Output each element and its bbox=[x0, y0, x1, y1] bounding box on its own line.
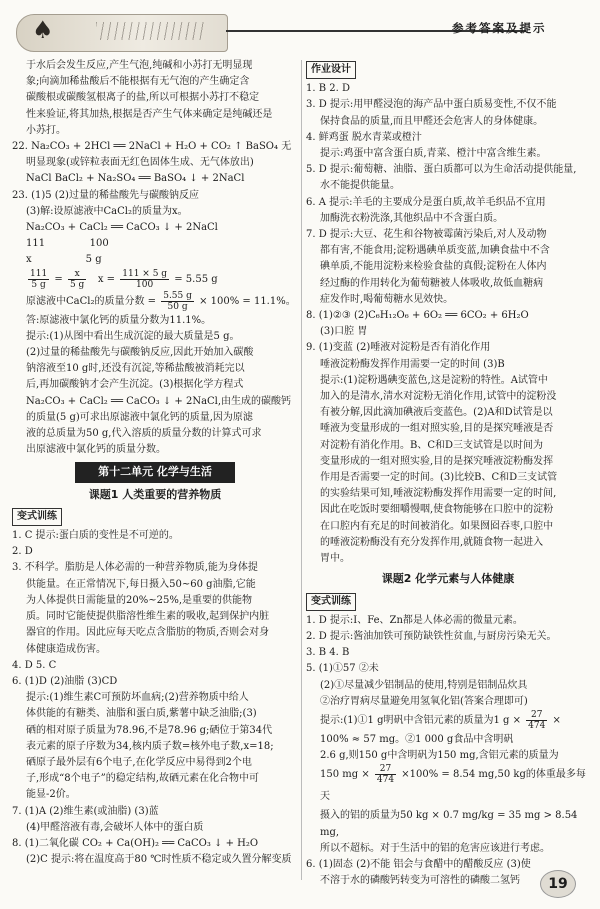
calc-line: 150 mg × $\frac{27}{474}$ ×100% = 8.54 mg,50 kg的体重最多每天 bbox=[320, 764, 586, 803]
answer-line: 6. (1)固态 (2)不能 铝会与食醋中的醋酸反应 (3)使 bbox=[306, 858, 531, 870]
text-line: (4)甲醛溶液有毒,会破坏人体中的蛋白质 bbox=[26, 821, 204, 833]
equation-mass: 111 100 bbox=[26, 238, 109, 250]
text-line: 不溶于水的磷酸钙转变为可溶性的磷酸二氢钙 bbox=[320, 875, 520, 887]
text-line: 唾液淀粉酶发挥作用需要一定的时间 (3)B bbox=[320, 358, 505, 370]
answer-line: 5. (1)①57 ②未 bbox=[306, 663, 379, 675]
text-line: 能显-2价。 bbox=[26, 789, 76, 801]
answer-line: 1. C 提示:蛋白质的变性是不可逆的。 bbox=[12, 530, 179, 542]
text-line: 提示:(1)淀粉遇碘变蓝色,这是淀粉的特性。A试管中 bbox=[320, 374, 548, 386]
fraction: $\frac{27}{474}$ bbox=[528, 709, 546, 731]
text-line: 在口腔内有充足的时间被消化。如果囫囵吞枣,口腔中 bbox=[320, 520, 554, 532]
text-line: 钠溶液至10 g时,还没有沉淀,等稀盐酸被消耗完以 bbox=[26, 363, 245, 375]
answer-line: 8. (1)②③ (2)C₆H₁₂O₆ + 6O₂ ══ 6CO₂ + 6H₂O bbox=[306, 310, 529, 322]
text-line: 硒原子最外层有6个电子,在化学反应中易得到2个电 bbox=[26, 756, 252, 768]
text-line: 的质量(5 g)可求出原滤液中氯化钙的质量,因为原滤 bbox=[26, 411, 253, 423]
text-line: 变量形成的一组对照实验,目的是探究唾液淀粉酶发挥 bbox=[320, 455, 554, 467]
lesson-title: 课题1 人类重要的营养物质 bbox=[88, 487, 222, 501]
text-line: 经过酶的作用转化为葡萄糖被人体吸收,故低血糖病 bbox=[320, 277, 544, 289]
answer-line: 1. B 2. D bbox=[306, 83, 350, 95]
text-line: 碳酸根或碳酸氢根离子的盐,所以可根据小苏打不稳定 bbox=[26, 92, 260, 104]
text-line: 液的总质量为50 g,代入溶质的质量分数的计算式可求 bbox=[26, 428, 262, 440]
text-line: 症发作时,喝葡萄糖水见效快。 bbox=[320, 293, 454, 305]
answer-line: 1. D 提示:I、Fe、Zn都是人体必需的微量元素。 bbox=[306, 614, 523, 626]
left-column bbox=[12, 58, 298, 868]
text-line: 胃中。 bbox=[320, 553, 350, 565]
text-line: 的实验结果可知,唾液淀粉酶发挥作用需要一定的时间, bbox=[320, 488, 557, 500]
answer-line: 3. B 4. B bbox=[306, 647, 350, 659]
text-line: 于水后会发生反应,产生气泡,纯碱和小苏打无明显现 bbox=[26, 60, 253, 71]
answer-line: 8. (1)二氧化碳 CO₂ + Ca(OH)₂ ══ CaCO₃ ↓ + H₂O bbox=[12, 837, 259, 849]
bird-icon: ♠ bbox=[32, 16, 54, 44]
text-line: 性来验证,将其加热,根据是否产生气体来确定是纯碱还是 bbox=[26, 108, 273, 120]
column-divider bbox=[301, 60, 302, 880]
text-line: 碘单质,不能用淀粉来检验食盐的真假;淀粉在人体内 bbox=[320, 261, 547, 273]
text-line: (3)解:设原滤液中CaCl₂的质量为x。 bbox=[26, 205, 188, 217]
answer-line: 3. 不科学。脂肪是人体必需的一种营养物质,能为身体提 bbox=[12, 562, 258, 574]
header-title: 参考答案及提示 bbox=[452, 21, 547, 35]
text-line: 作用是否需要一定的时间。(3)比较B、C和D三支试管 bbox=[320, 472, 558, 484]
answer-line: 5. D 提示:葡萄糖、油脂、蛋白质都可以为生命活动提供能量, bbox=[306, 164, 577, 176]
text-line: 小苏打。 bbox=[26, 124, 66, 136]
answer-line: 9. (1)变蓝 (2)唾液对淀粉是否有消化作用 bbox=[306, 342, 491, 354]
text-line: (2)过量的稀盐酸先与碳酸钠反应,因此开始加入碳酸 bbox=[26, 347, 254, 359]
page-header bbox=[0, 0, 600, 58]
answer-line: 7. (1)A (2)维生素(或油脂) (3)蓝 bbox=[12, 805, 159, 817]
text-line: 加入的是清水,清水对淀粉无消化作用,试管中的淀粉没 bbox=[320, 391, 557, 403]
text-line: 体健康造成伤害。 bbox=[26, 643, 106, 655]
text-line: NaCl BaCl₂ + Na₂SO₄ ══ BaSO₄ ↓ + 2NaCl bbox=[26, 173, 245, 185]
answer-line: 4. 鲜鸡蛋 脱水青菜或橙汁 bbox=[306, 131, 422, 143]
text-line: 质。同时它能使提供脂溶性维生素的吸收,起到保护内脏 bbox=[26, 611, 270, 623]
text-line: ②治疗胃病尽量避免用氢氧化铝(答案合理即可) bbox=[320, 695, 528, 707]
page-number: 19 bbox=[540, 870, 576, 898]
answer-line: 7. D 提示:大豆、花生和谷物被霉菌污染后,对人及动物 bbox=[306, 229, 547, 241]
text-line: 出原滤液中氯化钙的质量分数。 bbox=[26, 444, 166, 456]
text-line: 后,再加碳酸钠才会产生沉淀。(3)根据化学方程式 bbox=[26, 379, 244, 391]
text-line: 对淀粉有消化作用。B、C和D三支试管是以时间为 bbox=[320, 439, 544, 451]
text-line: 2.6 g,则150 g中含明矾为150 mg,含铝元素的质量为 bbox=[320, 750, 559, 762]
fraction: $\frac{x}{5 g}$ bbox=[69, 268, 85, 290]
answer-line: 6. A 提示:羊毛的主要成分是蛋白质,故羊毛织品不宜用 bbox=[306, 196, 546, 208]
text-line: 器官的作用。因此应每天吃点含脂肪的物质,否则会对身 bbox=[26, 627, 270, 639]
equation-unknown: x 5 g bbox=[26, 254, 102, 266]
text-line: 体供能的有糖类、油脂和蛋白质,紫薯中缺乏油脂;(3) bbox=[26, 708, 257, 720]
answer-line: 2. D 提示:酱油加铁可预防缺铁性贫血,与厨房污染无关。 bbox=[306, 630, 557, 642]
text-line: 供能量。在正常情况下,每日摄入50~60 g油脂,它能 bbox=[26, 578, 256, 590]
section-label: 变式训练 bbox=[12, 508, 62, 526]
text-line: 唾液为变量形成的一组对照实验,目的是探究唾液是否 bbox=[320, 423, 554, 435]
text-line: 为人体提供日需能量的20%~25%,是重要的供能物 bbox=[26, 594, 253, 606]
text-line: 表元素的原子序数为34,核内质子数=核外电子数,x=18; bbox=[26, 740, 274, 752]
answer-line: 2. D bbox=[12, 546, 33, 558]
answer-line: 4. D 5. C bbox=[12, 659, 57, 671]
text-line: 有被分解,因此滴加碘液后变蓝色。(2)A和D试管是以 bbox=[320, 407, 553, 419]
right-column bbox=[306, 58, 590, 889]
text-line: 摄入的铝的质量为50 kg × 0.7 mg/kg = 35 mg > 8.54 mg, bbox=[320, 810, 578, 838]
section-label: 变式训练 bbox=[306, 593, 356, 611]
text-line: 水不能提供能量。 bbox=[320, 180, 400, 192]
answer-22: 22. Na₂CO₃ + 2HCl ══ 2NaCl + H₂O + CO₂ ↑ BaSO₄ 无 bbox=[12, 141, 292, 153]
text-line: 明显现象(或锌粒表面无红色固体生成、无气体放出) bbox=[26, 157, 254, 169]
text-line: 提示:(1)维生素C可预防坏血病;(2)营养物质中给人 bbox=[26, 692, 249, 704]
answer-23: 23. (1)5 (2)过量的稀盐酸先与碳酸钠反应 bbox=[12, 189, 199, 201]
text-line: 提示:(1)从图中看出生成沉淀的最大质量是5 g。 bbox=[26, 330, 240, 342]
text-line: 硒的相对原子质量为78.96,不是78.96 g;硒位于第34代 bbox=[26, 724, 273, 736]
text-line: 象;向滴加稀盐酸后不能根据有无气泡的产生确定含 bbox=[26, 76, 250, 88]
proportion: $\frac{111}{5 g}$ = $\frac{x}{5 g}$ x = $\frac{111 \times 5 g}{100}$ = 5.55 g bbox=[30, 268, 218, 290]
text-line: 100% ≈ 57 mg。②1 000 g食品中含明矾 bbox=[320, 733, 514, 745]
equation: Na₂CO₃ + CaCl₂ ══ CaCO₃ ↓ + 2NaCl bbox=[26, 222, 218, 234]
calc-line: 提示:(1)①1 g明矾中含铝元素的质量为1 g × $\frac{27}{474}$ × bbox=[320, 709, 561, 731]
lesson-title: 课题2 化学元素与人体健康 bbox=[381, 572, 515, 586]
text-line: (3)口腔 胃 bbox=[320, 326, 368, 338]
fraction: $\frac{111 \times 5 g}{100}$ bbox=[122, 268, 168, 290]
text-line: 答:原滤液中氯化钙的质量分数为11.1%。 bbox=[26, 314, 212, 326]
answer-line: 6. (1)D (2)油脂 (3)CD bbox=[12, 675, 118, 687]
text-line: 提示:鸡蛋中富含蛋白质,青菜、橙汁中富含维生素。 bbox=[320, 148, 547, 160]
fraction: $\frac{27}{474}$ bbox=[376, 764, 395, 786]
text-line: (2)①尽量减少铝制品的使用,特别是铝制品炊具 bbox=[320, 679, 528, 691]
text-line: 加酶洗衣粉洗涤,其他织品中不含蛋白质。 bbox=[320, 212, 504, 224]
text-line: 保持食品的质量,而且甲醛还会危害人的身体健康。 bbox=[320, 115, 544, 127]
fraction: $\frac{111}{5 g}$ bbox=[30, 268, 48, 290]
text-line: 的唾液淀粉酶没有充分发挥作用,就随食物一起进入 bbox=[320, 536, 544, 548]
mass-fraction-line: 原滤液中CaCl₂的质量分数 = $\frac{5.55 g}{50 g}$ × 100% = 11.1%。 bbox=[26, 290, 296, 312]
text-line: (2)C 提示:将在温度高于80 ℃时性质不稳定或久置分解变质 bbox=[26, 854, 292, 866]
text-line: Na₂CO₃ + CaCl₂ ══ CaCO₃ ↓ + 2NaCl,由生成的碳酸钙 bbox=[26, 395, 292, 407]
text-line: 因此在吃饭时要细嚼慢咽,使食物能够在口腔中的淀粉 bbox=[320, 504, 554, 516]
text-line: 所以不超标。对于生活中的铝的危害应该进行考虑。 bbox=[320, 842, 550, 854]
unit-title: 第十二单元 化学与生活 bbox=[75, 462, 235, 482]
answer-line: 3. D 提示:用甲醛浸泡的海产品中蛋白质易变性,不仅不能 bbox=[306, 99, 557, 111]
fraction: $\frac{5.55 g}{50 g}$ bbox=[163, 290, 192, 312]
banner-decoration bbox=[96, 22, 206, 40]
text-line: 子,形成“8个电子”的稳定结构,故硒元素在化合物中可 bbox=[26, 773, 259, 785]
text-line: 都有害,不能食用;淀粉遇碘单质变蓝,加碘食盐中不含 bbox=[320, 245, 550, 257]
section-label: 作业设计 bbox=[306, 61, 356, 79]
